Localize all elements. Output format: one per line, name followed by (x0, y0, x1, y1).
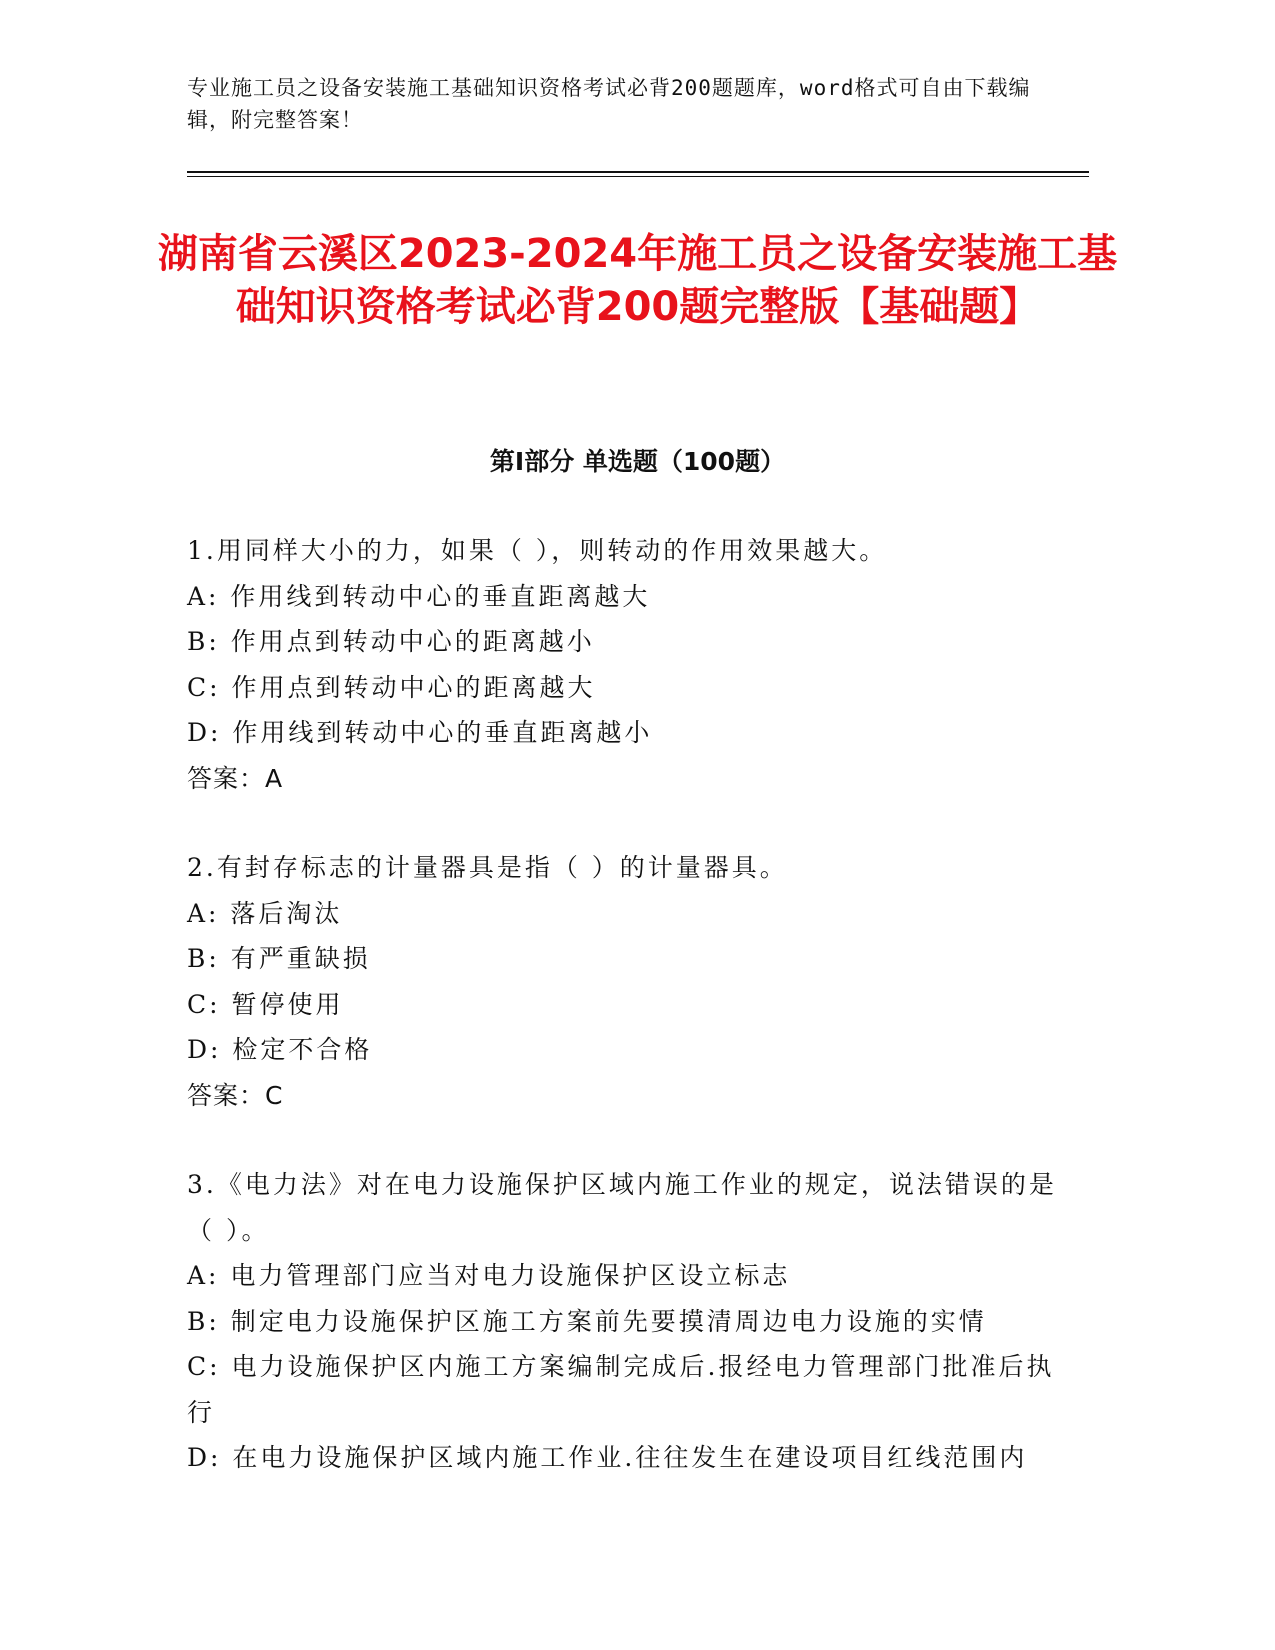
option-d: D: 作用线到转动中心的垂直距离越小 (187, 718, 653, 747)
option-b: B: 有严重缺损 (187, 944, 371, 973)
question-stem: 1.用同样大小的力，如果（ ），则转动的作用效果越大。 (187, 536, 888, 565)
header-rule-bottom (187, 176, 1089, 177)
option-d: D: 检定不合格 (187, 1035, 373, 1064)
option-d: D: 在电力设施保护区域内施工作业.往往发生在建设项目红线范围内 (187, 1443, 1028, 1472)
option-a: A: 落后淘汰 (187, 898, 343, 928)
option-c: C: 暂停使用 (187, 989, 344, 1019)
question-list (187, 528, 1057, 1525)
option-c: C: 作用点到转动中心的距离越大 (187, 672, 596, 702)
answer: 答案：A (187, 763, 284, 793)
document-title: 湖南省云溪区2023-2024年施工员之设备安装施工基础知识资格考试必背200题完整版【基础题】 (157, 231, 1118, 330)
option-a: A: 电力管理部门应当对电力设施保护区设立标志 (187, 1261, 791, 1290)
answer: 答案：C (187, 1080, 284, 1110)
option-b: B: 制定电力设施保护区施工方案前先要摸清周边电力设施的实情 (187, 1306, 987, 1336)
header-rule-top (187, 171, 1089, 173)
option-b: B: 作用点到转动中心的距离越小 (187, 627, 595, 656)
option-c: C: 电力设施保护区内施工方案编制完成后.报经电力管理部门批准后执行 (187, 1352, 1055, 1427)
question-3 (187, 1162, 1057, 1481)
header-note: 专业施工员之设备安装施工基础知识资格考试必背200题题库，word格式可自由下载编辑，附完整答案！ (187, 76, 1031, 132)
option-a: A: 作用线到转动中心的垂直距离越大 (187, 581, 651, 611)
question-2 (187, 845, 1057, 1118)
question-stem: 2.有封存标志的计量器具是指（ ）的计量器具。 (187, 853, 788, 882)
question-1 (187, 528, 1057, 801)
question-stem: 3.《电力法》对在电力设施保护区域内施工作业的规定，说法错误的是（ ）。 (187, 1170, 1057, 1245)
section-heading: 第Ⅰ部分 单选题（100题） (489, 447, 786, 476)
